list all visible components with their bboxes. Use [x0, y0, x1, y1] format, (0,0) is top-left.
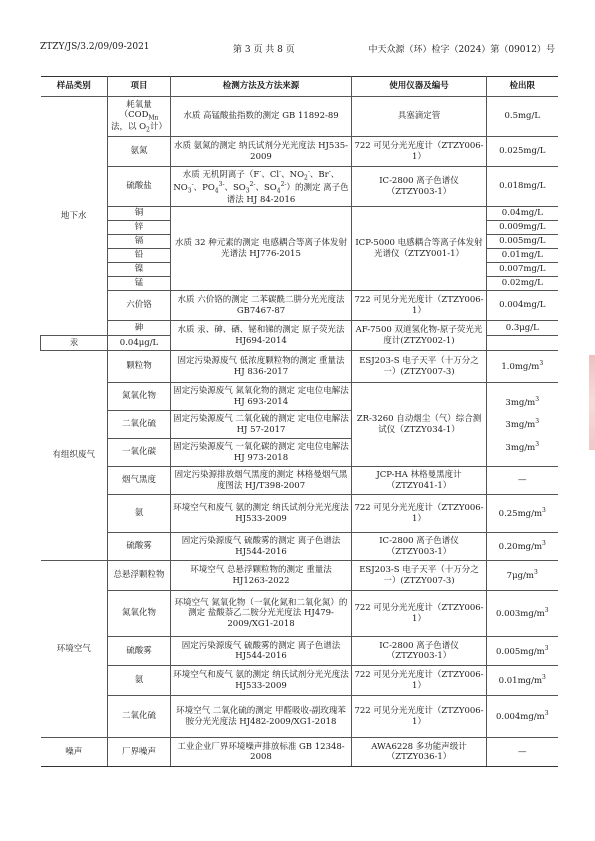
table-row	[41, 167, 558, 207]
method-cell: 环境空气和废气 氨的测定 纳氏试剂分光光度法 HJ533-2009	[171, 495, 352, 533]
column-header-limit: 检出限	[487, 77, 558, 97]
table-row	[41, 321, 558, 336]
item-cell: 镍	[108, 263, 171, 277]
table-row	[41, 495, 558, 533]
item-cell: 二氧化硫	[108, 696, 171, 738]
table-row	[41, 207, 558, 221]
limit-cell: $3mg/m^3$ $3mg/m^3$ $3mg/m^3$	[487, 383, 558, 467]
item-cell: 砷	[108, 321, 171, 336]
category-cell: 有组织废气	[41, 351, 108, 561]
method-cell: 水质 氨氮的测定 纳氏试剂分光光度法 HJ535-2009	[171, 137, 352, 167]
item-cell: 耗氧量（$COD_{Mn}$ 法，以 $O_2$计）	[108, 97, 171, 137]
table-row	[41, 666, 558, 696]
method-cell: 水质 高锰酸盐指数的测定 GB 11892-89	[171, 97, 352, 137]
limit-cell: 0.04mg/L	[487, 207, 558, 221]
method-cell: 水质 六价铬的测定 二苯碳酰二肼分光光度法 GB7467-87	[171, 291, 352, 321]
item-cell: 铜	[108, 207, 171, 221]
limit-cell: $7\mu g/m^3$	[487, 561, 558, 591]
table-row	[41, 533, 558, 561]
method-cell: 环境空气 氮氧化物（一氧化氮和二氧化氮）的测定 盐酸萘乙二胺分光光度法 HJ479-2009/XG1-2018	[171, 591, 352, 637]
table-row	[41, 97, 558, 137]
item-cell: 二氧化硫	[108, 411, 171, 439]
item-cell: 烟气黑度	[108, 467, 171, 495]
document-code: ZTZY/JS/3.2/09/09-2021	[40, 42, 150, 52]
limit-cell: 0.5mg/L	[487, 97, 558, 137]
limit-cell: —	[487, 738, 558, 767]
item-cell: 氮氧化物	[108, 591, 171, 637]
instrument-cell: 具塞滴定管	[352, 97, 487, 137]
limit-cell: $0.003mg/m^3$	[487, 591, 558, 637]
table-header-row	[41, 77, 558, 97]
item-cell: 氮氧化物	[108, 383, 171, 411]
method-cell: 环境空气 二氧化硫的测定 甲醛吸收-副玫瑰苯胺分光光度法 HJ482-2009/XG1-2018	[171, 696, 352, 738]
method-cell: 环境空气 总悬浮颗粒物的测定 重量法 HJ1263-2022	[171, 561, 352, 591]
table-row	[41, 696, 558, 738]
limit-cell: 0.3μg/L	[487, 321, 558, 336]
item-cell: 锰	[108, 277, 171, 291]
method-cell: 固定污染源废气 低浓度颗粒物的测定 重量法 HJ 836-2017	[171, 351, 352, 383]
item-cell: 一氧化碳	[108, 439, 171, 467]
item-cell: 氨	[108, 495, 171, 533]
limit-cell: $0.01mg/m^3$	[487, 666, 558, 696]
table-row	[41, 561, 558, 591]
item-cell: 锌	[108, 221, 171, 235]
limit-cell: $0.004mg/m^3$	[487, 696, 558, 738]
instrument-cell: ESJ203-S 电子天平（十万分之一）(ZTZY007-3)	[352, 561, 487, 591]
instrument-cell: JCP-HA 林格曼黑度计（ZTZY041-1）	[352, 467, 487, 495]
method-cell: 固定污染源废气 硫酸雾的测定 离子色谱法 HJ544-2016	[171, 637, 352, 666]
test-methods-table	[40, 76, 558, 767]
limit-cell: 0.025mg/L	[487, 137, 558, 167]
instrument-cell: ESJ203-S 电子天平（十万分之一）(ZTZY007-3)	[352, 351, 487, 383]
method-cell: 水质 汞、砷、硒、铋和锑的测定 原子荧光法 HJ694-2014	[171, 321, 352, 351]
item-cell: 硫酸雾	[108, 533, 171, 561]
category-cell: 环境空气	[41, 561, 108, 738]
page-number: 第 3 页 共 8 页	[233, 45, 295, 55]
table-row	[41, 637, 558, 666]
column-header-instrument: 使用仪器及编号	[352, 77, 487, 97]
item-cell: 硫酸雾	[108, 637, 171, 666]
limit-cell: 0.007mg/L	[487, 263, 558, 277]
item-cell: 总悬浮颗粒物	[108, 561, 171, 591]
method-cell: 水质 32 种元素的测定 电感耦合等离子体发射光谱法 HJ776-2015	[171, 207, 352, 291]
method-cell: 固定污染源废气 二氧化硫的测定 定电位电解法 HJ 57-2017	[171, 411, 352, 439]
category-cell: 噪声	[41, 738, 108, 767]
item-cell: 厂界噪声	[108, 738, 171, 767]
instrument-cell: 722 可见分光光度计（ZTZY006-1）	[352, 666, 487, 696]
instrument-cell: IC-2800 离子色谱仪（ZTZY003-1）	[352, 533, 487, 561]
limit-cell: 0.018mg/L	[487, 167, 558, 207]
instrument-cell: AF-7500 双道氢化物-原子荧光光度计(ZTZY002-1)	[352, 321, 487, 351]
instrument-cell: 722 可见分光光度计（ZTZY006-1）	[352, 696, 487, 738]
method-cell: 水质 无机阴离子（F-、Cl-、$NO_2^-$、Br-、$NO_3^-$、$PO_4^{3-}$、$SO_3^{2-}$、$SO_4^{2-}$）的测定 离子色谱法 HJ 84-2016	[171, 167, 352, 207]
limit-cell: 0.004mg/L	[487, 291, 558, 321]
method-cell: 固定污染源废气 氮氧化物的测定 定电位电解法 HJ 693-2014	[171, 383, 352, 411]
limit-cell: 0.01mg/L	[487, 249, 558, 263]
limit-cell: $1.0mg/m^3$	[487, 351, 558, 383]
table-row	[41, 351, 558, 383]
limit-cell: 0.02mg/L	[487, 277, 558, 291]
item-cell: 汞	[41, 336, 108, 351]
instrument-cell: AWA6228 多功能声级计（ZTZY036-1）	[352, 738, 487, 767]
method-cell: 环境空气和废气 氨的测定 纳氏试剂分光光度法 HJ533-2009	[171, 666, 352, 696]
instrument-cell: ZR-3260 自动烟尘（气）综合测试仪（ZTZY034-1）	[352, 383, 487, 467]
table-row	[41, 137, 558, 167]
item-cell: 六价铬	[108, 291, 171, 321]
page-header	[40, 42, 555, 56]
item-cell: 铅	[108, 249, 171, 263]
limit-cell: 0.009mg/L	[487, 221, 558, 235]
table-row	[41, 383, 558, 411]
instrument-cell: ICP-5000 电感耦合等离子体发射光谱仪（ZTZY001-1）	[352, 207, 487, 291]
limit-cell: $0.005mg/m^3$	[487, 637, 558, 666]
report-number: 中天众源（环）检字（2024）第（09012）号	[368, 45, 555, 55]
category-cell: 地下水	[41, 97, 108, 336]
table-row	[41, 291, 558, 321]
item-cell: 颗粒物	[108, 351, 171, 383]
seal-edge-mark	[589, 355, 595, 450]
method-cell: 固定污染源排放烟气黑度的测定 林格曼烟气黑度图法 HJ/T398-2007	[171, 467, 352, 495]
method-cell: 固定污染源废气 硫酸雾的测定 离子色谱法 HJ544-2016	[171, 533, 352, 561]
table-row	[41, 591, 558, 637]
limit-cell: $0.20mg/m^3$	[487, 533, 558, 561]
instrument-cell: 722 可见分光光度计（ZTZY006-1）	[352, 591, 487, 637]
instrument-cell: IC-2800 离子色谱仪（ZTZY003-1）	[352, 637, 487, 666]
item-cell: 氨	[108, 666, 171, 696]
limit-cell: $0.25mg/m^3$	[487, 495, 558, 533]
instrument-cell: 722 可见分光光度计（ZTZY006-1）	[352, 291, 487, 321]
table-row	[41, 738, 558, 767]
instrument-cell: 722 可见分光光度计（ZTZY006-1）	[352, 137, 487, 167]
column-header-item: 项目	[108, 77, 171, 97]
instrument-cell: IC-2800 离子色谱仪（ZTZY003-1）	[352, 167, 487, 207]
item-cell: 硫酸盐	[108, 167, 171, 207]
method-cell: 工业企业厂界环境噪声排放标准 GB 12348-2008	[171, 738, 352, 767]
method-cell: 固定污染源废气 一氧化碳的测定 定电位电解法 HJ 973-2018	[171, 439, 352, 467]
limit-cell: 0.04μg/L	[108, 336, 171, 351]
limit-cell: 0.005mg/L	[487, 235, 558, 249]
instrument-cell: 722 可见分光光度计（ZTZY006-1）	[352, 495, 487, 533]
limit-cell: —	[487, 467, 558, 495]
column-header-method: 检测方法及方法来源	[171, 77, 352, 97]
item-cell: 氨氮	[108, 137, 171, 167]
column-header-category: 样品类别	[41, 77, 108, 97]
table-row	[41, 467, 558, 495]
item-cell: 镉	[108, 235, 171, 249]
